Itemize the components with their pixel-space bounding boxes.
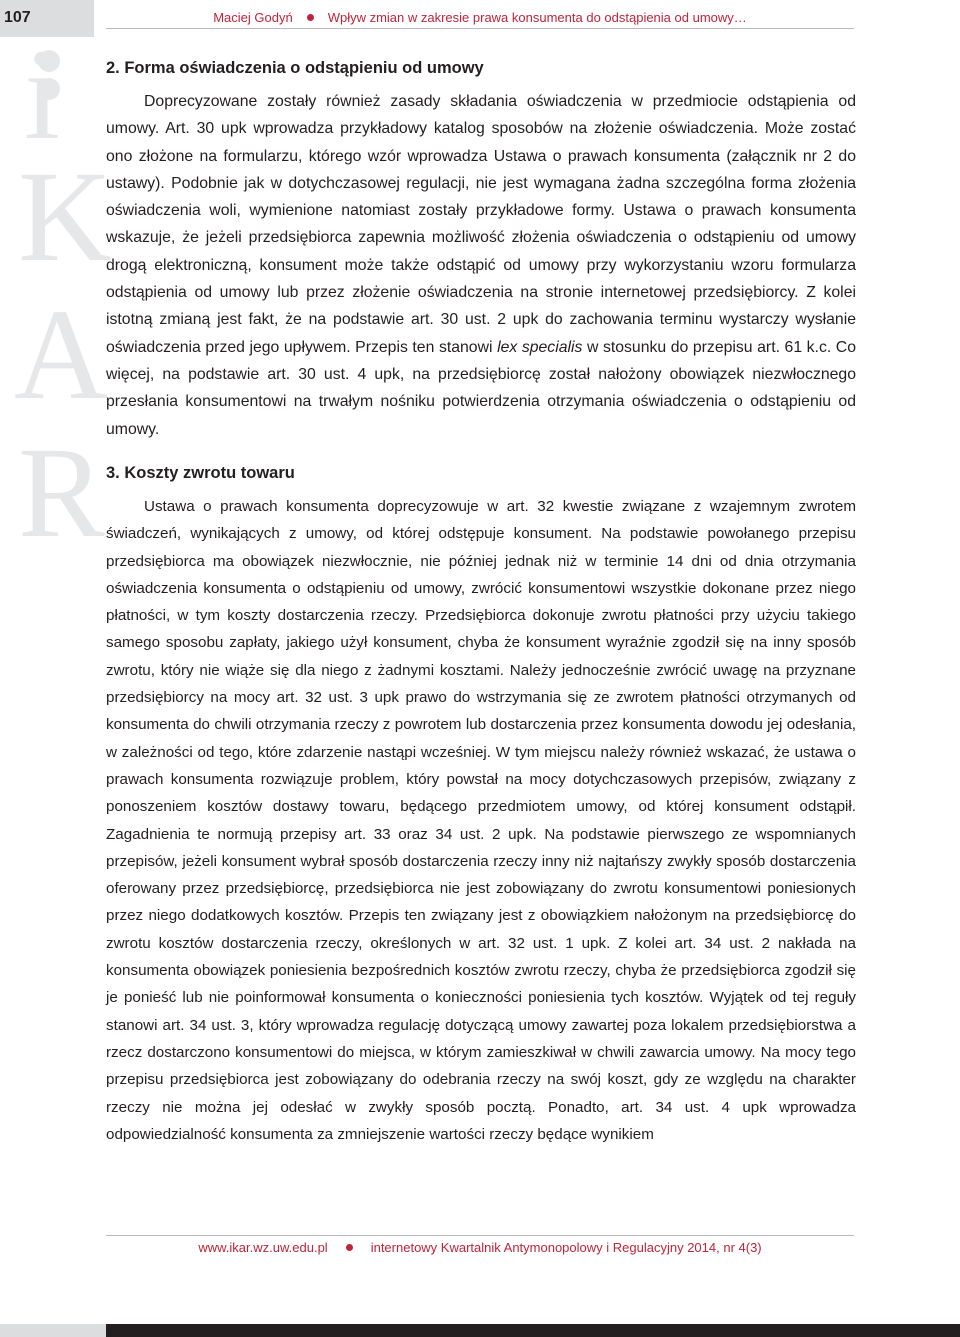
section-heading: 3. Koszty zwrotu towaru xyxy=(106,464,295,482)
header-title: Wpływ zmian w zakresie prawa konsumenta do odstąpienia od umowy… xyxy=(327,10,747,25)
section-paragraph: Ustawa o prawach konsumenta doprecyzowuje w art. 32 kwestie związane z wzajemnym zwrotem świadczeń, wynikających z umowy, od której odstępuje konsument. Na podstawie powołanego przepisu przedsiębiorca ma obowiązek niezwłocznie, nie później jednak niż w terminie 14 dni od dnia otrzymania oświadczenia konsumenta o odstąpieniu od umowy, zwrócić konsumentowi wszystkie dokonane przez niego płatności, w tym koszty dostarczenia rzeczy. Przedsiębiorca dokonuje zwrotu płatności przy użyciu takiego samego sposobu zapłaty, jakiego użył konsument, chyba że konsument wyraźnie zgodził się na inny sposób zwrotu, który nie wiąże się dla niego z żadnymi kosztami. Należy jednocześnie zwrócić uwagę na przyznane przedsiębiorcy na mocy art. 32 ust. 3 upk prawo do wstrzymania się ze zwrotem płatności otrzymanych od konsumenta do chwili otrzymania rzeczy z powrotem lub dostarczenia przez konsumenta dowodu jej odesłania, w zależności od tego, które zdarzenie nastąpi wcześniej. W tym miejscu należy również wskazać, że ustawa o prawach konsumenta rozwiązuje problem, który powstał na mocy dotychczasowych przepisów, związany z ponoszeniem kosztów dostawy towaru, będącego przedmiotem umowy, od której konsument odstąpił. Zagadnienia te normują przepisy art. 33 oraz 34 ust. 2 upk. Na podstawie pierwszego ze wspomnianych przepisów, jeżeli konsument wybrał sposób dostarczenia rzeczy inny niż najtańszy zwykły sposób dostarczenia oferowany przez przedsiębiorcę, przedsiębiorca nie jest zobowiązany do zwrotu konsumentowi poniesionych przez niego dodatkowych kosztów. Przepis ten związany jest z obowiązkiem nałożonym na przedsiębiorcę do zwrotu kosztów dostarczenia rzeczy, określonych w art. 32 ust. 1 upk. Z kolei art. 34 ust. 2 nakłada na konsumenta obowiązek poniesienia bezpośrednich kosztów zwrotu rzeczy, chyba że przedsiębiorca zgodził się je ponieść lub nie poinformował konsumenta o konieczności poniesienia tych kosztów. Wyjątek od tej reguły stanowi art. 34 ust. 3, który wprowadza regulację dotyczącą umowy zawartej poza lokalem przedsiębiorstwa a rzecz dostarczono konsumentowi do miejsca, w którym zamieszkiwał w chwili zawarcia umowy. Na mocy tego przepisu przedsiębiorca jest zobowiązany do odebrania rzeczy na swój koszt, gdy ze względu na charakter rzeczy nie można jej odesłać w zwykły sposób pocztą. Ponadto, art. 34 ust. 4 upk wprowadza odpowiedzialność konsumenta za zmniejszenie wartości rzeczy będące wynikiem xyxy=(106,498,856,1143)
paragraph-text: w stosunku do przepisu art. 61 k.c. Co więcej, na podstawie art. 30 ust. 4 upk, na przedsiębiorcę został nałożony obowiązek niezwłocznego przesłania konsumentowi na trwałym nośniku potwierdzenia otrzymania oświadczenia o odstąpieniu od umowy. xyxy=(106,338,856,438)
running-footer xyxy=(106,1240,854,1255)
sidebar-letter-a: A xyxy=(14,283,108,427)
bottom-bar xyxy=(106,1324,960,1337)
sidebar-letter-k: K xyxy=(18,145,112,289)
footer-rule xyxy=(106,1235,854,1236)
paragraph-italic: lex specialis xyxy=(497,338,583,356)
bottom-grey-block xyxy=(0,1324,106,1337)
section-paragraph xyxy=(106,88,856,443)
footer-bullet-icon xyxy=(346,1244,353,1251)
header-rule xyxy=(106,28,854,29)
page-number: 107 xyxy=(4,9,31,26)
section-form xyxy=(106,55,856,443)
paragraph-text: Doprecyzowane zostały również zasady składania oświadczenia w przedmiocie odstąpienia od umowy. Art. 30 upk wprowadza przykładowy katalog sposobów na złożenie oświadczenia. Może zostać ono złożone na formularzu, którego wzór wprowadza Ustawa o prawach konsumenta (załącznik nr 2 do ustawy). Podobnie jak w dotychczasowej regulacji, nie jest wymagana żadna szczególna forma złożenia oświadczenia woli, wymienione natomiast zostały przykładowe formy. Ustawa o prawach konsumenta wskazuje, że jeżeli przedsiębiorca zapewnia możliwość złożenia oświadczenia o odstąpieniu od umowy drogą elektroniczną, konsument może także odstąpić od umowy przy wykorzystaniu wzoru formularza odstąpienia od umowy lub przez złożenie oświadczenia na stronie internetowej przedsiębiorcy. Z kolei istotną zmianą jest fakt, że na podstawie art. 30 ust. 2 upk do zachowania terminu wystarczy wysłanie oświadczenia przed jego upływem. Przepis ten stanowi xyxy=(106,93,856,356)
section-heading: 2. Forma oświadczenia o odstąpieniu od umowy xyxy=(106,59,484,77)
footer-journal: internetowy Kwartalnik Antymonopolowy i Regulacyjny 2014, nr 4(3) xyxy=(370,1240,762,1255)
sidebar-letter-r: R xyxy=(18,421,105,565)
header-author: Maciej Godyń xyxy=(213,10,293,25)
header-bullet-icon xyxy=(307,14,314,21)
section-costs xyxy=(106,460,856,1148)
running-header xyxy=(106,10,854,30)
sidebar-logo xyxy=(0,23,112,565)
footer-url: www.ikar.wz.uw.edu.pl xyxy=(198,1240,328,1255)
sidebar-letter-i: i xyxy=(24,23,61,167)
